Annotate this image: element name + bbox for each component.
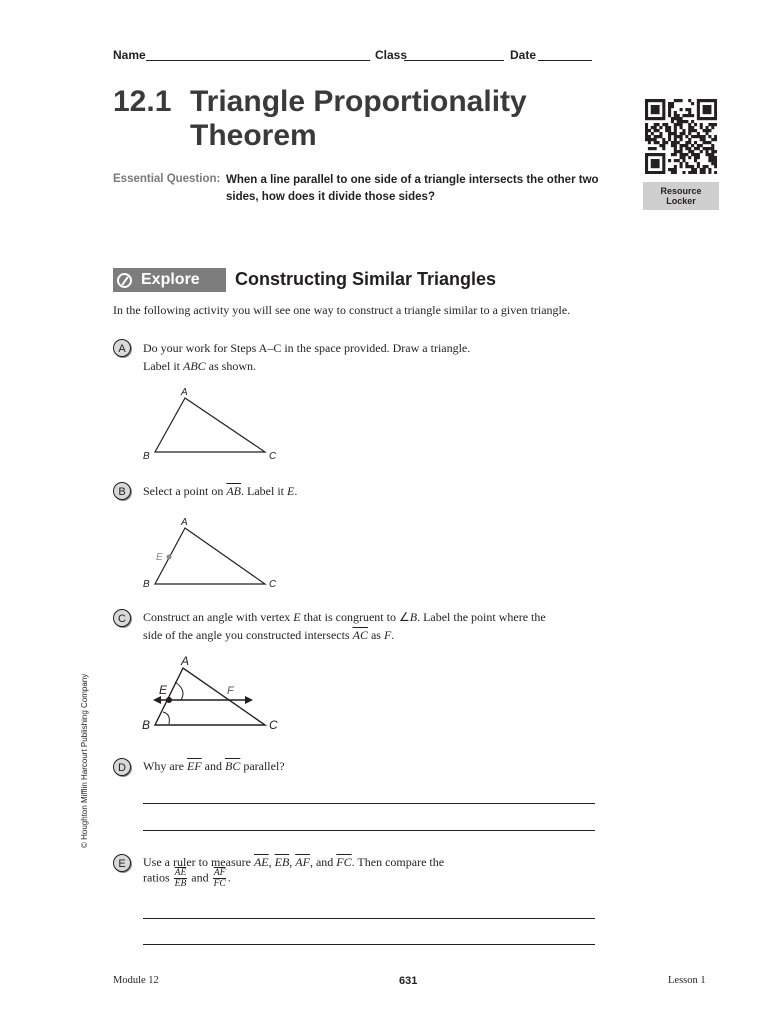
triangle-abc xyxy=(155,398,265,452)
explore-tag-label: Explore xyxy=(141,271,200,288)
triangle-aef-figure xyxy=(135,652,295,736)
arc-bottom xyxy=(163,712,169,724)
step-e-badge: E xyxy=(113,854,131,872)
label-c: C xyxy=(269,718,278,732)
copyright-credit: © Houghton Mifflin Harcourt Publishing Company xyxy=(80,673,89,848)
resource-locker-line1: Resource xyxy=(660,186,702,196)
footer-lesson: Lesson 1 xyxy=(668,975,706,986)
answer-line-e1[interactable] xyxy=(143,918,595,919)
answer-line-d1[interactable] xyxy=(143,803,595,804)
answer-line-d2[interactable] xyxy=(143,830,595,831)
step-d-badge: D xyxy=(113,758,131,776)
answer-line-e2[interactable] xyxy=(143,944,595,945)
step-e-line1: Use a ruler to measure $\overline{AE}$, $\overline{EB}$, $\overline{AF}$, and $\overline{FC}$. Then compare the xyxy=(143,855,445,869)
label-e: E xyxy=(156,552,163,563)
step-a-line2: Label it ABC as shown. xyxy=(143,359,256,373)
lesson-title-line2: Theorem xyxy=(190,119,317,152)
arrow-right xyxy=(245,696,253,704)
essential-question-line1: When a line parallel to one side of a triangle intersects the other two xyxy=(226,174,599,186)
resource-locker-button[interactable] xyxy=(643,182,719,210)
class-label: Class xyxy=(375,48,408,62)
triangle-abe-figure xyxy=(135,512,295,594)
lesson-title-line1: Triangle Proportionality xyxy=(190,85,527,118)
point-e xyxy=(166,697,172,703)
label-c: C xyxy=(269,579,277,590)
essential-question-label: Essential Question: xyxy=(113,173,221,185)
step-d-text: Why are $\overline{EF}$ and $\overline{BC}$ parallel? xyxy=(143,759,285,773)
label-b: B xyxy=(142,718,151,732)
date-field[interactable] xyxy=(538,48,592,61)
footer-module: Module 12 xyxy=(113,975,159,986)
label-a: A xyxy=(181,387,188,398)
lesson-number: 12.1 xyxy=(113,85,172,118)
footer-page-number: 631 xyxy=(399,975,418,987)
label-b: B xyxy=(143,451,150,462)
label-a: A xyxy=(181,654,190,668)
explore-tag xyxy=(113,268,226,292)
triangle-abc-figure xyxy=(135,382,295,464)
name-field[interactable] xyxy=(146,48,370,61)
step-a-badge: A xyxy=(113,339,131,357)
step-b-badge: B xyxy=(113,482,131,500)
ratio-af-fc: $\frac{\overline{AF}}{FC}$ xyxy=(213,868,226,889)
explore-intro: In the following activity you will see one way to construct a triangle similar to a given triangle. xyxy=(113,303,571,317)
label-b: B xyxy=(143,579,150,590)
essential-question-line2: sides, how does it divide those sides? xyxy=(226,191,435,203)
triangle-abc xyxy=(155,528,265,584)
step-e-line2: ratios $\frac{\overline{AE}}{EB}$ and $\frac{\overline{AF}}{FC}$ . xyxy=(143,868,231,889)
arrow-left xyxy=(153,696,161,704)
compass-icon xyxy=(117,273,132,288)
label-f: F xyxy=(227,685,234,697)
label-a: A xyxy=(181,517,188,528)
name-label: Name xyxy=(113,48,146,62)
qr-code-icon[interactable] xyxy=(645,99,717,174)
class-field[interactable] xyxy=(404,48,504,61)
date-label: Date xyxy=(510,48,537,62)
step-c-line1: Construct an angle with vertex E that is congruent to ∠B. Label the point where the xyxy=(143,610,546,624)
triangle-abc xyxy=(155,668,265,725)
label-e: E xyxy=(159,683,168,697)
ratio-ae-eb: $\frac{\overline{AE}}{EB}$ xyxy=(174,868,187,889)
step-c-line2: side of the angle you constructed intersects $\overline{AC}$ as F. xyxy=(143,628,395,642)
resource-locker-line2: Locker xyxy=(666,196,696,206)
step-c-badge: C xyxy=(113,609,131,627)
section-title: Constructing Similar Triangles xyxy=(235,269,497,289)
point-e xyxy=(167,555,172,560)
label-c: C xyxy=(269,451,277,462)
step-a-line1: Do your work for Steps A–C in the space provided. Draw a triangle. xyxy=(143,341,471,355)
step-b-text: Select a point on $\overline{AB}$. Label it E. xyxy=(143,484,298,498)
arc-top xyxy=(175,682,183,700)
